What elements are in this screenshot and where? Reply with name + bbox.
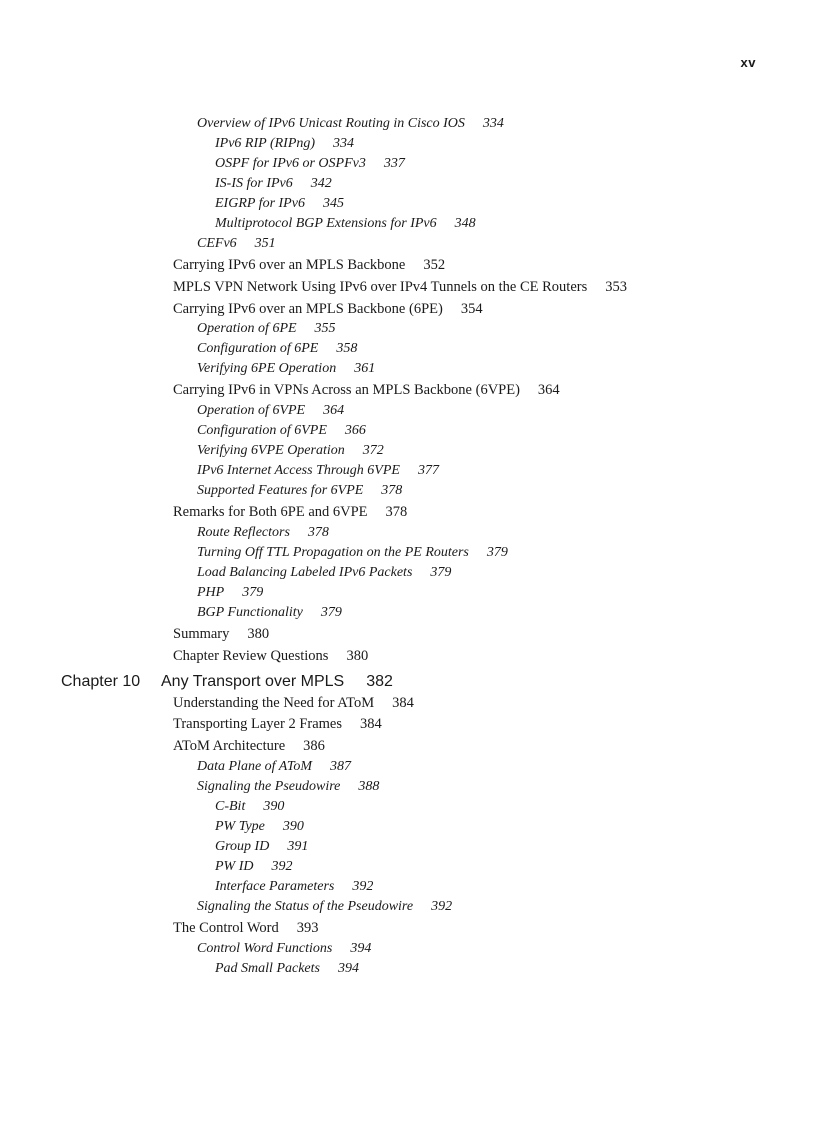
toc-entry-level-3 [0, 214, 816, 234]
toc-entry-page: 355 [314, 321, 336, 337]
toc-entry-page: 391 [287, 838, 309, 854]
toc-entry-page: 351 [254, 236, 276, 251]
toc-entry-level-2 [0, 359, 816, 379]
toc-entry-level-2 [0, 481, 816, 501]
toc-entry-page: 378 [381, 483, 403, 499]
toc-entry-level-3 [0, 959, 816, 979]
toc-entry-title: IPv6 RIP (RIPng) [215, 136, 316, 151]
toc-entry-title: IPv6 Internet Access Through 6VPE [197, 463, 400, 479]
toc-entry-level-2 [0, 543, 816, 563]
toc-entry-title: C-Bit [215, 798, 246, 814]
toc-entry-title: PW ID [215, 858, 254, 874]
toc-entry-title: Carrying IPv6 over an MPLS Backbone (6PE) [173, 300, 443, 317]
toc-entry-level-1 [0, 298, 816, 320]
toc-entry-level-2 [0, 401, 816, 421]
toc-entry-page: 353 [605, 278, 627, 295]
toc-entry-title: The Control Word [173, 919, 279, 936]
toc-entry-level-3 [0, 194, 816, 214]
toc-entry-title: OSPF for IPv6 or OSPFv3 [215, 156, 366, 171]
toc-entry-title: EIGRP for IPv6 [215, 196, 305, 211]
toc-entry-title: Turning Off TTL Propagation on the PE Routers [197, 544, 469, 560]
toc-entry-title: Transporting Layer 2 Frames [173, 716, 343, 733]
toc-entry-page: 377 [417, 463, 439, 479]
toc-entry-title: IS-IS for IPv6 [215, 176, 293, 191]
toc-entry-page: 342 [310, 176, 332, 191]
toc-entry-level-3 [0, 174, 816, 194]
toc-entry-page: 379 [320, 604, 342, 620]
toc-entry-title: PHP [197, 584, 225, 600]
toc-chapter-heading [0, 669, 816, 692]
toc-entry-title: Operation of 6VPE [197, 403, 306, 419]
toc-entry-page: 390 [263, 798, 285, 814]
toc-entry-title: PW Type [215, 818, 265, 834]
toc-entry-level-3 [0, 877, 816, 897]
toc-entry-page: 390 [282, 818, 304, 834]
toc-entry-title: Group ID [215, 838, 270, 854]
toc-entry-title: Signaling the Pseudowire [197, 778, 341, 794]
toc-entry-page: 393 [296, 919, 319, 936]
toc-entry-level-2 [0, 563, 816, 583]
toc-entry-page: 378 [307, 524, 329, 540]
toc-entry-level-2 [0, 319, 816, 339]
toc-entry-level-2 [0, 421, 816, 441]
toc-entry-title: MPLS VPN Network Using IPv6 over IPv4 Tunnels on the CE Routers [173, 278, 588, 295]
toc-entry-level-2 [0, 897, 816, 917]
toc-entry-page: 334 [333, 136, 355, 151]
toc-entry-page: 384 [360, 716, 382, 733]
toc-entry-level-3 [0, 837, 816, 857]
toc-entry-level-1 [0, 379, 816, 401]
toc-entry-title: Route Reflectors [197, 524, 290, 540]
toc-entry-page: 392 [271, 858, 293, 874]
toc-entry-page: 361 [354, 361, 376, 377]
toc-entry-title: Control Word Functions [197, 940, 333, 956]
toc-entry-page: 348 [454, 216, 476, 231]
toc-entry-page: 386 [303, 738, 325, 755]
toc-entry-title: BGP Functionality [197, 604, 303, 620]
toc-entry-title: CEFv6 [197, 236, 237, 251]
toc-entry-title: Chapter Review Questions [173, 647, 329, 664]
toc-entry-title: Pad Small Packets [215, 960, 320, 976]
toc-entry-level-2 [0, 757, 816, 777]
toc-entry-title: Carrying IPv6 over an MPLS Backbone [173, 257, 406, 273]
toc-entry-level-1 [0, 713, 816, 735]
toc-entry-page: 380 [247, 625, 270, 642]
toc-entry-page: 392 [431, 898, 453, 914]
toc-entry-level-1 [0, 276, 816, 298]
toc-entry-title: Multiprotocol BGP Extensions for IPv6 [215, 216, 437, 231]
toc-entry-level-3 [0, 154, 816, 174]
toc-entry-level-2 [0, 114, 816, 134]
toc-entry-level-2 [0, 441, 816, 461]
toc-entry-page: 387 [330, 758, 351, 774]
toc-entry-page: 364 [537, 382, 560, 399]
toc-entry-level-1 [0, 917, 816, 939]
toc-entry-page: 394 [337, 960, 359, 976]
table-of-contents [0, 114, 816, 979]
toc-entry-level-2 [0, 939, 816, 959]
toc-entry-page: 378 [385, 504, 408, 521]
toc-entry-title: Supported Features for 6VPE [197, 483, 364, 499]
toc-entry-page: 364 [323, 403, 345, 419]
toc-entry-title: Configuration of 6VPE [197, 423, 327, 439]
toc-entry-level-3 [0, 817, 816, 837]
toc-entry-title: AToM Architecture [173, 738, 286, 755]
chapter-title: Any Transport over MPLS [161, 672, 345, 690]
toc-entry-title: Data Plane of AToM [197, 758, 312, 774]
toc-entry-level-2 [0, 523, 816, 543]
toc-entry-title: Understanding the Need for AToM [173, 694, 375, 711]
toc-entry-page: 379 [242, 584, 264, 600]
toc-entry-level-2 [0, 339, 816, 359]
toc-entry-title: Summary [173, 625, 230, 642]
toc-entry-page: 352 [423, 257, 446, 273]
page-number: xv [740, 55, 756, 70]
toc-entry-level-1 [0, 501, 816, 523]
toc-entry-title: Configuration of 6PE [197, 341, 319, 357]
toc-entry-level-2 [0, 583, 816, 603]
toc-entry-page: 379 [486, 544, 508, 560]
toc-entry-page: 354 [460, 300, 483, 317]
toc-entry-level-3 [0, 797, 816, 817]
toc-entry-level-3 [0, 134, 816, 154]
toc-entry-level-2 [0, 234, 816, 254]
toc-entry-title: Signaling the Status of the Pseudowire [197, 898, 414, 914]
toc-entry-title: Load Balancing Labeled IPv6 Packets [197, 564, 413, 580]
toc-entry-page: 366 [344, 423, 366, 439]
toc-entry-title: Overview of IPv6 Unicast Routing in Cisco IOS [197, 116, 465, 131]
toc-entry-title: Remarks for Both 6PE and 6VPE [173, 504, 368, 521]
toc-entry-page: 380 [346, 647, 369, 664]
toc-entry-level-1 [0, 254, 816, 276]
toc-entry-level-2 [0, 603, 816, 623]
toc-entry-page: 379 [430, 564, 452, 580]
toc-entry-title: Verifying 6VPE Operation [197, 443, 345, 459]
toc-entry-title: Verifying 6PE Operation [197, 361, 337, 377]
toc-entry-title: Interface Parameters [215, 878, 335, 894]
toc-entry-page: 372 [362, 443, 384, 459]
toc-entry-title: Operation of 6PE [197, 321, 297, 337]
toc-entry-page: 392 [352, 878, 374, 894]
chapter-page-number: 382 [366, 672, 393, 690]
chapter-label: Chapter 10 [61, 672, 141, 690]
toc-entry-level-1 [0, 623, 816, 645]
toc-entry-level-2 [0, 461, 816, 481]
toc-entry-page: 358 [336, 341, 358, 357]
toc-entry-page: 334 [482, 116, 504, 131]
toc-entry-level-1 [0, 735, 816, 757]
toc-entry-page: 394 [350, 940, 372, 956]
toc-entry-title: Carrying IPv6 in VPNs Across an MPLS Backbone (6VPE) [173, 382, 520, 399]
toc-entry-level-2 [0, 777, 816, 797]
toc-entry-page: 388 [358, 778, 380, 794]
toc-entry-level-1 [0, 645, 816, 667]
toc-entry-level-3 [0, 857, 816, 877]
toc-entry-page: 345 [322, 196, 344, 211]
toc-entry-page: 337 [383, 156, 405, 171]
toc-entry-level-1 [0, 692, 816, 714]
toc-entry-page: 384 [392, 694, 414, 711]
